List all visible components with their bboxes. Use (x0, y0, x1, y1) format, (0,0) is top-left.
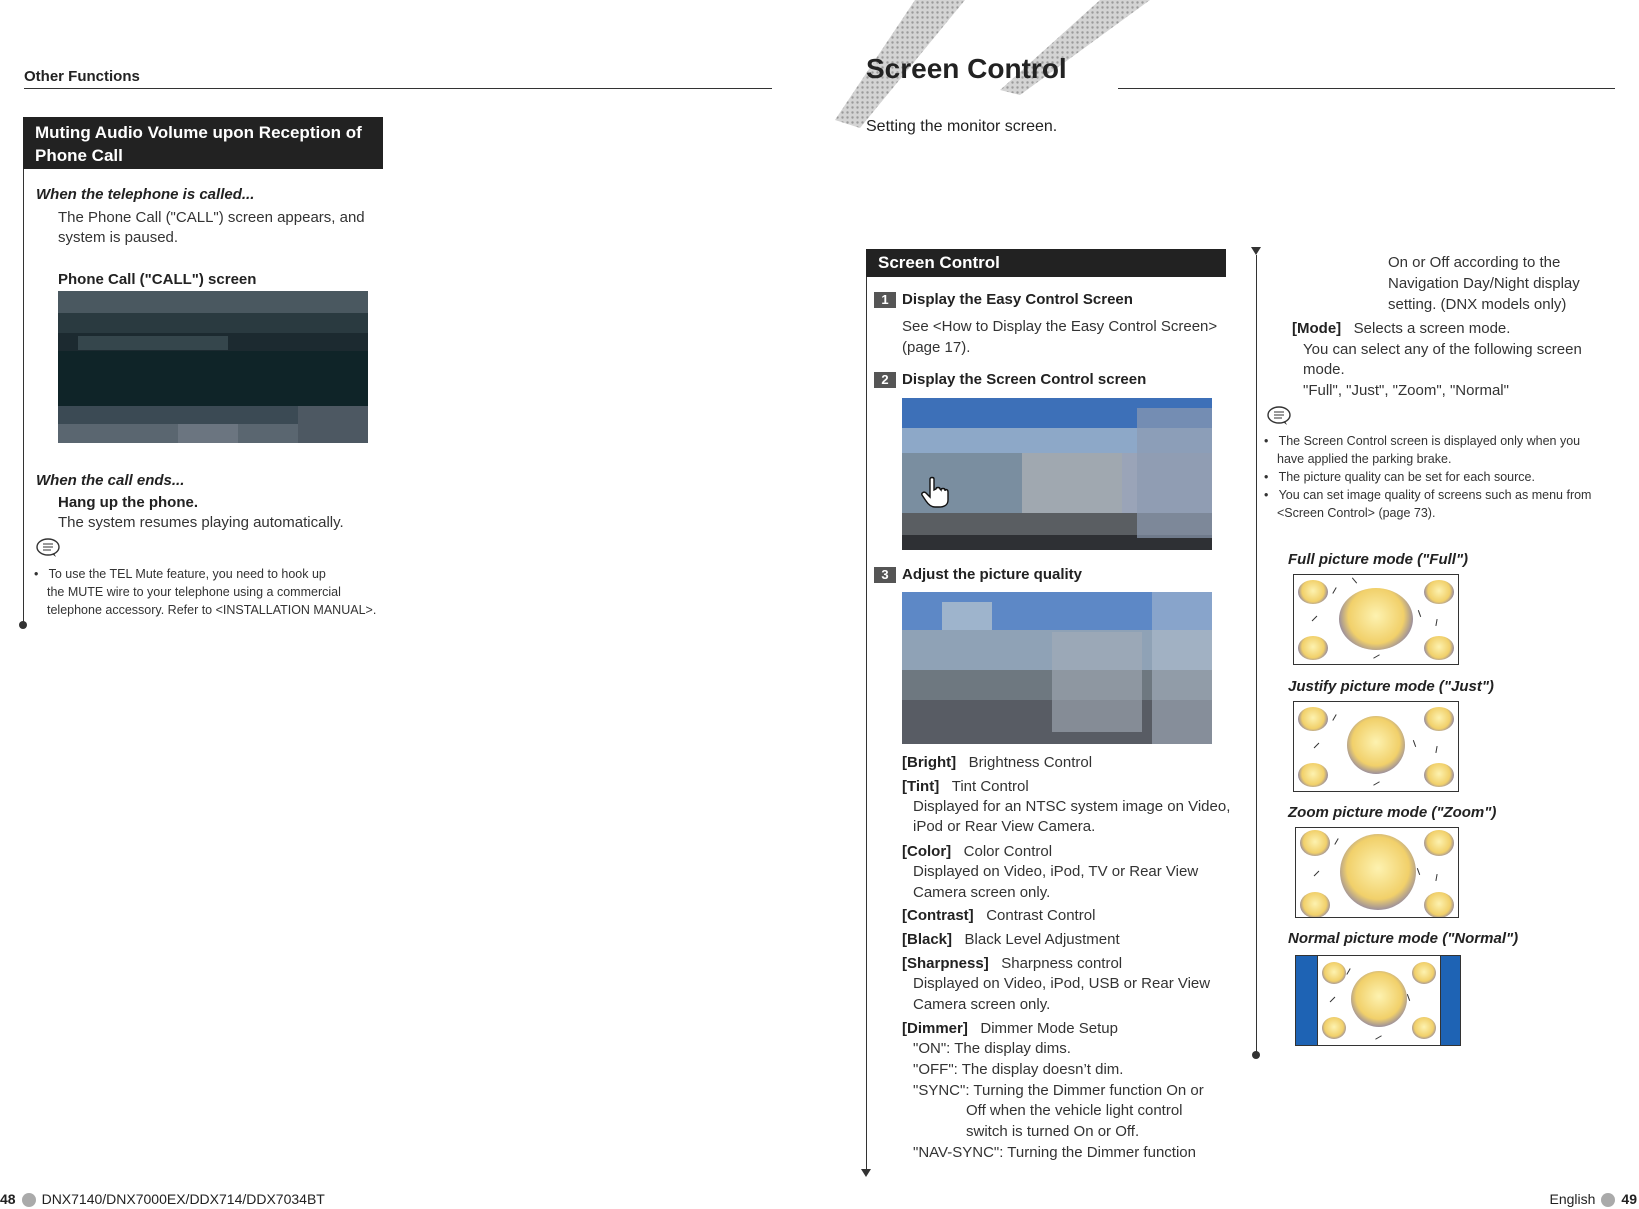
hand-pointer-icon (920, 476, 950, 508)
dimmer-sync-2: Off when the vehicle light control (966, 1102, 1183, 1119)
mid-column-arrow (861, 1169, 871, 1177)
bright-value: Brightness Control (968, 754, 1093, 771)
step-1-title: Display the Easy Control Screen (902, 291, 1133, 308)
step-1-text-1: See <How to Display the Easy Control Screen> (902, 318, 1218, 335)
color-value: Color Control (963, 843, 1053, 860)
right-note-1a: The Screen Control screen is displayed only when you (1278, 434, 1581, 448)
nav-sync-cont-1: On or Off according to the (1388, 254, 1561, 271)
step-1-text-2: (page 17). (902, 339, 971, 356)
ends-heading: When the call ends... (36, 472, 185, 489)
item-dimmer (902, 1018, 1118, 1039)
mode-desc-3: "Full", "Just", "Zoom", "Normal" (1303, 382, 1509, 399)
right-note-3b: <Screen Control> (page 73). (1277, 506, 1436, 520)
right-note-1b: have applied the parking brake. (1277, 452, 1452, 466)
memo-icon (1266, 406, 1292, 426)
zoom-mode-diagram (1295, 827, 1459, 918)
tint-desc-1: Displayed for an NTSC system image on Video, (913, 798, 1231, 815)
left-page-number: 48 (0, 1191, 16, 1207)
mode-desc-2: mode. (1303, 361, 1345, 378)
muting-title-line1: Muting Audio Volume upon Reception of (35, 123, 362, 142)
nav-sync-cont-3: setting. (DNX models only) (1388, 296, 1567, 313)
picture-quality-screenshot (902, 592, 1212, 744)
dimmer-sync-3: switch is turned On or Off. (966, 1123, 1140, 1140)
ends-bold-text: Hang up the phone. (58, 494, 198, 511)
dimmer-off: "OFF": The display doesn’t dim. (913, 1061, 1124, 1078)
sharpness-key: [Sharpness] (902, 955, 989, 972)
ends-text: The system resumes playing automatically. (58, 514, 344, 531)
dimmer-on: "ON": The display dims. (913, 1040, 1071, 1057)
mid-column-line (866, 277, 867, 1170)
mode-value: Selects a screen mode. (1353, 320, 1511, 337)
item-tint (902, 776, 1029, 797)
right-column-line (1256, 255, 1257, 1055)
dimmer-nav-sync-1: "NAV-SYNC": Turning the Dimmer function (913, 1144, 1196, 1161)
contrast-key: [Contrast] (902, 907, 974, 924)
title-rule (1118, 88, 1615, 89)
language-label: English (1549, 1191, 1596, 1207)
tint-key: [Tint] (902, 778, 940, 795)
phone-call-screenshot (58, 291, 368, 443)
header-rule (24, 88, 772, 89)
black-value: Black Level Adjustment (964, 931, 1120, 948)
right-column-arrow (1251, 247, 1261, 255)
item-black (902, 929, 1120, 950)
sharpness-value: Sharpness control (1001, 955, 1123, 972)
tint-value: Tint Control (951, 778, 1029, 795)
normal-mode-diagram (1295, 955, 1461, 1046)
step-3-number: 3 (874, 567, 896, 583)
called-heading: When the telephone is called... (36, 186, 255, 203)
left-note: • To use the TEL Mute feature, you need to hook up the MUTE wire to your telephone using a commercial telephone accessory. Refer to <INSTALLATION MANUAL>. (34, 567, 377, 617)
right-note-2: The picture quality can be set for each source. (1278, 470, 1535, 484)
step-3-title: Adjust the picture quality (902, 566, 1083, 583)
sharpness-desc-2: Camera screen only. (913, 996, 1051, 1013)
left-note-line3: telephone accessory. Refer to <INSTALLATION MANUAL>. (47, 603, 377, 617)
screen-control-section-title: Screen Control (866, 249, 1226, 277)
footer-left (0, 1191, 325, 1207)
page-subtitle: Setting the monitor screen. (866, 118, 1058, 135)
item-color (902, 841, 1052, 862)
left-note-line1: To use the TEL Mute feature, you need to hook up (48, 567, 326, 581)
item-mode (1292, 318, 1510, 339)
step-2 (874, 371, 1146, 388)
item-sharpness (902, 953, 1122, 974)
called-text-2: system is paused. (58, 229, 179, 246)
full-mode-diagram (1293, 574, 1459, 665)
called-text-1: The Phone Call ("CALL") screen appears, and (58, 209, 365, 226)
footer-dot-left (22, 1193, 36, 1207)
right-note-3a: You can set image quality of screens such as menu from (1278, 488, 1592, 502)
just-mode-label: Justify picture mode ("Just") (1288, 678, 1494, 695)
step-1 (874, 291, 1133, 308)
sharpness-desc-1: Displayed on Video, iPod, USB or Rear View (913, 975, 1211, 992)
right-notes: • The Screen Control screen is displayed only when you have applied the parking brake. • The picture quality can be set for each source. • You can set image quality of screens such as menu from <Screen Control> (page 73). (1264, 434, 1592, 520)
dimmer-sync-1: "SYNC": Turning the Dimmer function On or (913, 1082, 1204, 1099)
tint-desc-2: iPod or Rear View Camera. (913, 818, 1096, 835)
memo-icon (35, 538, 61, 558)
muting-section-title (23, 117, 383, 169)
step-2-title: Display the Screen Control screen (902, 371, 1147, 388)
right-column-end-dot (1252, 1051, 1260, 1059)
mode-key: [Mode] (1292, 320, 1342, 337)
full-mode-label: Full picture mode ("Full") (1288, 551, 1469, 568)
left-column-line (23, 169, 24, 625)
page-title: Screen Control (866, 53, 1067, 84)
color-desc-2: Camera screen only. (913, 884, 1051, 901)
normal-mode-label: Normal picture mode ("Normal") (1288, 930, 1519, 947)
step-1-number: 1 (874, 292, 896, 308)
footer-dot-right (1601, 1193, 1615, 1207)
footer-right (1550, 1191, 1638, 1207)
mode-desc-1: You can select any of the following screen (1303, 341, 1582, 358)
muting-title-line2: Phone Call (35, 146, 123, 165)
item-contrast (902, 905, 1095, 926)
left-note-line2: the MUTE wire to your telephone using a commercial (47, 585, 341, 599)
right-page-number: 49 (1621, 1191, 1637, 1207)
nav-sync-cont-2: Navigation Day/Night display (1388, 275, 1580, 292)
bright-key: [Bright] (902, 754, 957, 771)
step-2-number: 2 (874, 372, 896, 388)
step-3 (874, 566, 1082, 583)
model-numbers: DNX7140/DNX7000EX/DDX714/DDX7034BT (41, 1191, 325, 1207)
black-key: [Black] (902, 931, 953, 948)
dimmer-key: [Dimmer] (902, 1020, 968, 1037)
color-desc-1: Displayed on Video, iPod, TV or Rear View (913, 863, 1199, 880)
color-key: [Color] (902, 843, 952, 860)
zoom-mode-label: Zoom picture mode ("Zoom") (1288, 804, 1497, 821)
left-column-end-dot (19, 621, 27, 629)
just-mode-diagram (1293, 701, 1459, 792)
contrast-value: Contrast Control (986, 907, 1096, 924)
section-header: Other Functions (24, 68, 140, 85)
screen-control-screenshot (902, 398, 1212, 550)
item-bright (902, 752, 1092, 773)
dimmer-value: Dimmer Mode Setup (980, 1020, 1118, 1037)
call-screen-label: Phone Call ("CALL") screen (58, 271, 257, 288)
